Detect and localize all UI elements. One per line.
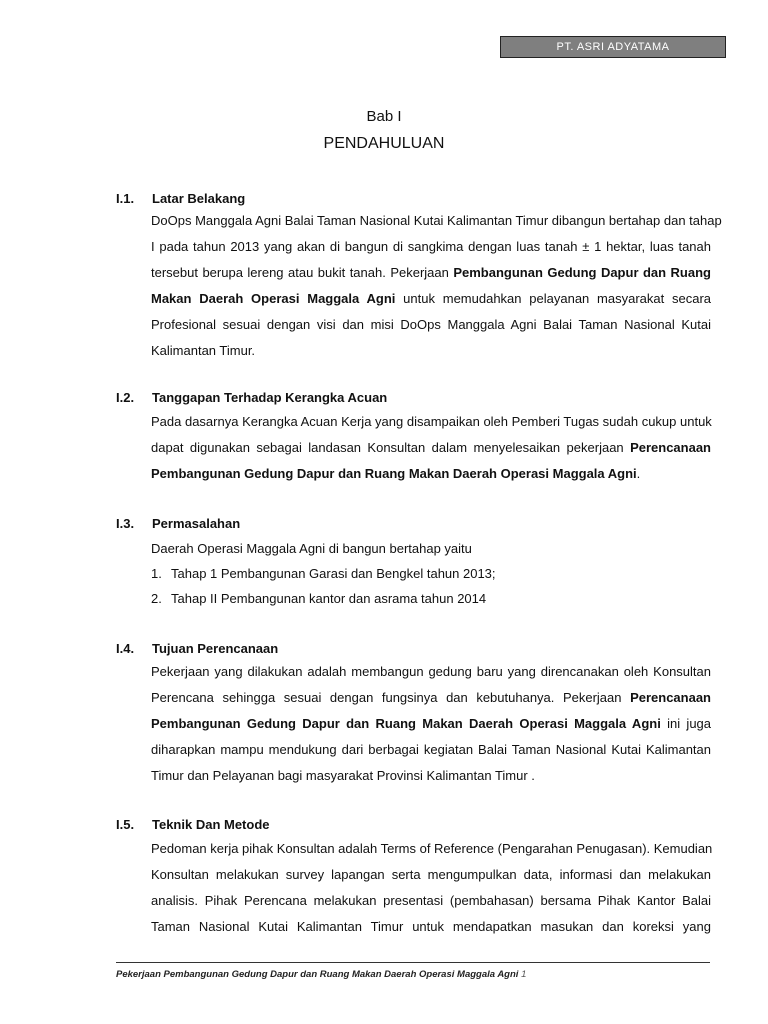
paragraph-line: diharapkan mampu mendukung dari berbagai kegiatan Balai Taman Nasional Kutai Kalimantan — [151, 742, 711, 757]
list-item: 1. Tahap 1 Pembangunan Garasi dan Bengkel tahun 2013; — [151, 566, 496, 581]
paragraph-line: analisis. Pihak Perencana melakukan presentasi (pembahasan) bersama Pihak Kantor Balai — [151, 893, 711, 908]
section-number: I.1. — [116, 191, 135, 206]
list-intro: Daerah Operasi Maggala Agni di bangun bertahap yaitu — [151, 541, 472, 556]
paragraph-line: Konsultan melakukan survey lapangan serta mengumpulkan data, informasi dan melakukan — [151, 867, 711, 882]
paragraph-line: dapat digunakan sebagai landasan Konsultan dalam menyelesaikan pekerjaan Perencanaan — [151, 440, 711, 455]
paragraph-line: Pembangunan Gedung Dapur dan Ruang Makan Daerah Operasi Maggala Agni ini juga — [151, 716, 712, 731]
list-item: 2. Tahap II Pembangunan kantor dan asrama tahun 2014 — [151, 591, 487, 606]
section-paragraph — [151, 659, 711, 789]
section-list — [151, 536, 496, 611]
chapter-label: Bab I — [366, 108, 402, 125]
section-heading — [116, 516, 240, 531]
section-paragraph — [151, 208, 722, 364]
section-title: Teknik Dan Metode — [152, 817, 270, 832]
section-heading — [116, 390, 387, 405]
section-heading — [116, 641, 278, 656]
section-title: Latar Belakang — [152, 191, 246, 206]
section-title: Tanggapan Terhadap Kerangka Acuan — [152, 390, 388, 405]
paragraph-line: tersebut berupa lereng atau bukit tanah. Pekerjaan Pembangunan Gedung Dapur dan Ruang — [151, 265, 711, 280]
paragraph-line: DoOps Manggala Agni Balai Taman Nasional Kutai Kalimantan Timur dibangun bertahap dan tahap — [151, 213, 722, 228]
section-number: I.5. — [116, 817, 135, 832]
paragraph-line: Timur dan Pelayanan bagi masyarakat Provinsi Kalimantan Timur . — [151, 768, 535, 783]
paragraph-line: Perencana sehingga sesuai dengan fungsinya dan kebutuhanya. Pekerjaan Perencanaan — [151, 690, 711, 705]
paragraph-line: Taman Nasional Kutai Kalimantan Timur untuk mendapatkan masukan dan koreksi yang — [151, 919, 711, 934]
paragraph-line: Pembangunan Gedung Dapur dan Ruang Makan Daerah Operasi Maggala Agni. — [151, 466, 641, 481]
paragraph-line: Pada dasarnya Kerangka Acuan Kerja yang disampaikan oleh Pemberi Tugas sudah cukup untuk — [151, 414, 712, 429]
section-number: I.3. — [116, 516, 135, 531]
footer-divider — [116, 962, 710, 963]
paragraph-line: Pedoman kerja pihak Konsultan adalah Terms of Reference (Pengarahan Penugasan). Kemudian — [151, 841, 713, 856]
section-paragraph — [151, 409, 711, 487]
page-footer — [116, 969, 526, 980]
paragraph-line: Profesional sesuai dengan visi dan misi DoOps Manggala Agni Balai Taman Nasional Kutai — [151, 317, 711, 332]
paragraph-line: Pekerjaan yang dilakukan adalah membangun gedung baru yang direncanakan oleh Konsultan — [151, 664, 711, 679]
section-heading — [116, 817, 270, 832]
paragraph-line: Kalimantan Timur. — [151, 343, 256, 358]
paragraph-line: Makan Daerah Operasi Maggala Agni untuk memudahkan pelayanan masyarakat secara — [151, 291, 712, 306]
section-title: Tujuan Perencanaan — [152, 641, 279, 656]
section-number: I.2. — [116, 390, 135, 405]
section-heading — [116, 191, 245, 206]
paragraph-line: I pada tahun 2013 yang akan di bangun di sangkima dengan luas tanah ± 1 hektar, luas tanah — [151, 239, 711, 254]
section-title: Permasalahan — [152, 516, 241, 531]
footer-text: Pekerjaan Pembangunan Gedung Dapur dan Ruang Makan Daerah Operasi Maggala Agni — [116, 969, 519, 980]
section-number: I.4. — [116, 641, 135, 656]
company-header-box: PT. ASRI ADYATAMA — [500, 36, 726, 58]
section-paragraph — [151, 836, 711, 940]
chapter-title: PENDAHULUAN — [323, 135, 445, 152]
page-number: 1 — [521, 969, 527, 980]
